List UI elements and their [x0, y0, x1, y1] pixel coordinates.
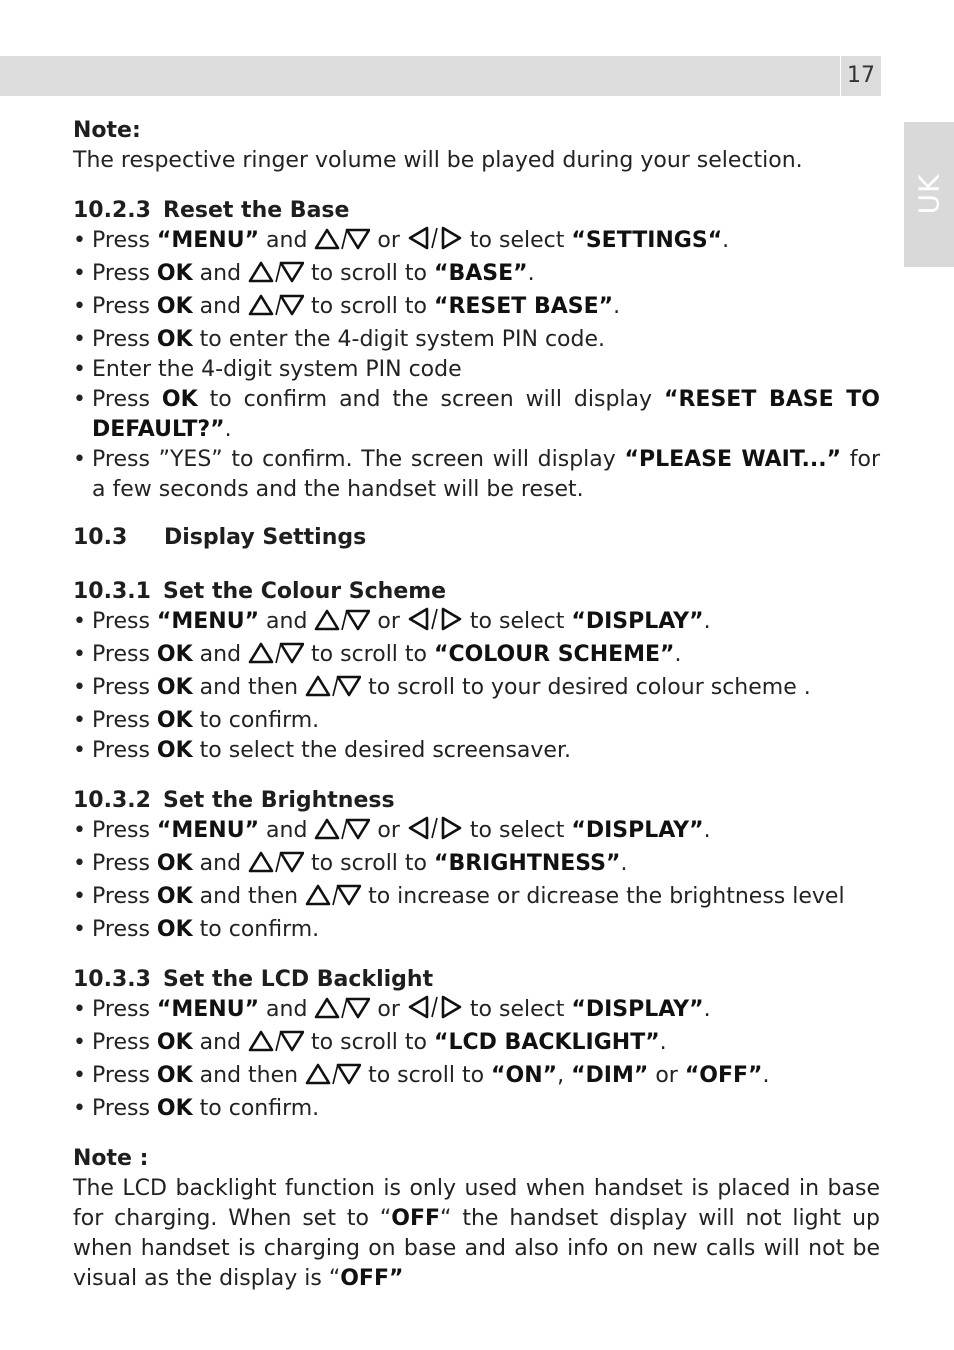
- up-down-arrows-icon: [305, 675, 361, 706]
- up-down-arrows-icon: [248, 261, 304, 292]
- up-down-arrows-icon: [248, 851, 304, 882]
- left-right-arrows-icon: [407, 816, 463, 849]
- left-right-arrows-icon: [407, 226, 463, 259]
- section-heading-10-2-3: [73, 196, 880, 226]
- language-tab-label: UK: [912, 173, 946, 215]
- list-item: • Press “MENU” and or to select “DISPLAY”.: [73, 607, 880, 640]
- list-item: • Press OK to confirm and the screen will display “RESET BASE TO DEFAULT?”.: [73, 385, 880, 445]
- header-bar: [0, 56, 840, 96]
- colour-scheme-steps: [73, 607, 880, 766]
- list-item: • Press OK and to scroll to “RESET BASE”.: [73, 292, 880, 325]
- list-item: • Press OK to confirm.: [73, 915, 880, 945]
- up-down-arrows-icon: [314, 609, 370, 640]
- list-item: • Press OK to confirm.: [73, 706, 880, 736]
- note-text: The respective ringer volume will be played during your selection.: [73, 148, 803, 173]
- list-item: • Press OK and then to scroll to your desired colour scheme .: [73, 673, 880, 706]
- page-content: [73, 116, 880, 1294]
- section-title: Reset the Base: [163, 198, 350, 223]
- list-item: • Press OK and then to increase or dicrease the brightness level: [73, 882, 880, 915]
- up-down-arrows-icon: [305, 1063, 361, 1094]
- list-item: • Press OK to enter the 4-digit system PIN code.: [73, 325, 880, 355]
- section-title: Set the LCD Backlight: [163, 967, 434, 992]
- page-number: 17: [841, 56, 881, 96]
- list-item: • Enter the 4-digit system PIN code: [73, 355, 880, 385]
- up-down-arrows-icon: [314, 818, 370, 849]
- section-number: 10.3: [73, 525, 128, 550]
- list-item: • Press OK and to scroll to “BRIGHTNESS”.: [73, 849, 880, 882]
- up-down-arrows-icon: [248, 642, 304, 673]
- section-title: Display Settings: [164, 525, 367, 550]
- list-item: • Press “MENU” and or to select “DISPLAY”.: [73, 816, 880, 849]
- list-item: • Press OK to select the desired screensaver.: [73, 736, 880, 766]
- section-heading-10-3: [73, 523, 880, 553]
- section-number: 10.3.3: [73, 967, 151, 992]
- list-item: • Press ”YES” to confirm. The screen will display “PLEASE WAIT...” for a few seconds and the handset will be reset.: [73, 445, 880, 505]
- list-item: • Press “MENU” and or to select “SETTINGS“.: [73, 226, 880, 259]
- note-text: The LCD backlight function is only used when handset is placed in base for charging. When set to “OFF“ the handset display will not light up when handset is charging on base and also info on new calls will not be visual as the display is “OFF”: [73, 1176, 880, 1291]
- section-number: 10.3.1: [73, 579, 151, 604]
- up-down-arrows-icon: [248, 294, 304, 325]
- lcd-backlight-steps: [73, 995, 880, 1124]
- section-title: Set the Colour Scheme: [163, 579, 447, 604]
- list-item: • Press OK and then to scroll to “ON”, “DIM” or “OFF”.: [73, 1061, 880, 1094]
- brightness-steps: [73, 816, 880, 945]
- list-item: • Press OK to confirm.: [73, 1094, 880, 1124]
- section-number: 10.3.2: [73, 788, 151, 813]
- note-title: Note:: [73, 118, 141, 143]
- up-down-arrows-icon: [305, 884, 361, 915]
- section-heading-10-3-3: [73, 965, 880, 995]
- section-title: Set the Brightness: [163, 788, 395, 813]
- list-item: • Press “MENU” and or to select “DISPLAY”.: [73, 995, 880, 1028]
- list-item: • Press OK and to scroll to “LCD BACKLIGHT”.: [73, 1028, 880, 1061]
- up-down-arrows-icon: [314, 228, 370, 259]
- list-item: • Press OK and to scroll to “COLOUR SCHEME”.: [73, 640, 880, 673]
- left-right-arrows-icon: [407, 995, 463, 1028]
- up-down-arrows-icon: [314, 997, 370, 1028]
- section-heading-10-3-2: [73, 786, 880, 816]
- up-down-arrows-icon: [248, 1030, 304, 1061]
- section-number: 10.2.3: [73, 198, 151, 223]
- left-right-arrows-icon: [407, 607, 463, 640]
- reset-base-steps: [73, 226, 880, 505]
- list-item: • Press OK and to scroll to “BASE”.: [73, 259, 880, 292]
- note-title: Note :: [73, 1146, 149, 1171]
- section-heading-10-3-1: [73, 577, 880, 607]
- language-tab: [904, 122, 954, 267]
